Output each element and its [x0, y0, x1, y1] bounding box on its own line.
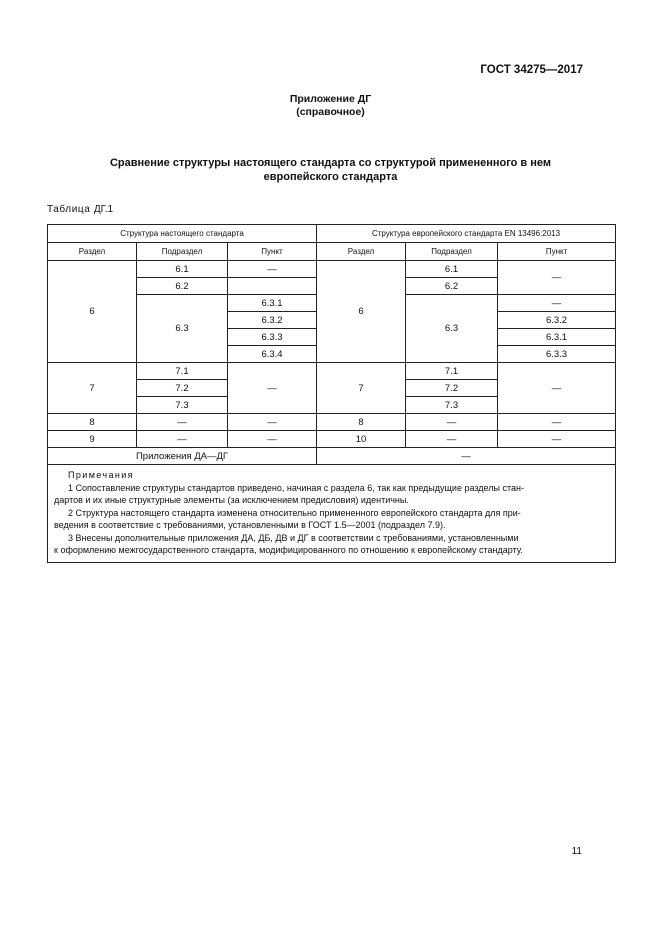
- group-header-cell: Структура европейского стандарта EN 13496:2013: [317, 225, 616, 243]
- table-cell: 6.1: [137, 261, 228, 278]
- section-title-line: Сравнение структуры настоящего стандарта со структурой примененного в нем: [109, 157, 552, 169]
- column-header-cell: Пункт: [498, 243, 616, 261]
- table-cell: 6.3: [137, 295, 228, 363]
- table-cell: 8: [48, 414, 137, 431]
- table-column-header-row: [48, 243, 616, 261]
- note-text: ведения в соответствие с требованиями, установленными в ГОСТ 1.5—2001 (подраздел 7.9).: [54, 520, 446, 530]
- table-row: [48, 261, 616, 278]
- table-cell: —: [228, 431, 317, 448]
- table-row: [48, 363, 616, 380]
- table-cell: [228, 278, 317, 295]
- table-caption-prefix: Таблица: [47, 204, 91, 215]
- table-cell: —: [317, 448, 616, 465]
- table-cell: —: [498, 363, 616, 414]
- table-cell: —: [137, 414, 228, 431]
- table-cell: 6.2: [406, 278, 498, 295]
- table-cell: 7.2: [406, 380, 498, 397]
- appendix-title: Приложение ДГ: [289, 93, 372, 105]
- table-cell: 6.3.1: [498, 329, 616, 346]
- table-cell: —: [498, 261, 616, 295]
- table-row: [48, 414, 616, 431]
- table-cell: 6.2: [137, 278, 228, 295]
- table-cell: 7: [317, 363, 406, 414]
- table-cell: 6.3.2: [498, 312, 616, 329]
- table-cell: —: [137, 431, 228, 448]
- table-row: [48, 431, 616, 448]
- table-cell: —: [406, 431, 498, 448]
- table-cell: 6.3.3: [498, 346, 616, 363]
- section-title-line: европейского стандарта: [263, 171, 398, 183]
- table-cell: 6.3.1: [228, 295, 317, 312]
- table-cell: 7.3: [406, 397, 498, 414]
- table-cell: —: [228, 363, 317, 414]
- column-header-cell: Раздел: [317, 243, 406, 261]
- table-cell: 8: [317, 414, 406, 431]
- table-cell: 6.3.2: [228, 312, 317, 329]
- table-cell: —: [498, 295, 616, 312]
- table-cell: —: [498, 414, 616, 431]
- note-text: 1 Сопоставление структуры стандартов приведено, начиная с раздела 6, так как предыдущие разделы стан-: [68, 482, 524, 493]
- notes-title: Примечания: [68, 470, 134, 480]
- column-header-cell: Пункт: [228, 243, 317, 261]
- table-cell: 6: [48, 261, 137, 363]
- note-text: к оформлению межгосударственного стандарта, модифицированного по отношению к европейскому стандарту.: [54, 545, 523, 555]
- table-cell: 7.1: [406, 363, 498, 380]
- table-cell: —: [498, 431, 616, 448]
- group-header-cell: Структура настоящего стандарта: [48, 225, 317, 243]
- table-cell: 10: [317, 431, 406, 448]
- column-header-cell: Раздел: [48, 243, 137, 261]
- column-header-cell: Подраздел: [137, 243, 228, 261]
- table-cell: 6: [317, 261, 406, 363]
- table-cell: 9: [48, 431, 137, 448]
- comparison-table: [47, 224, 616, 563]
- page-number: 11: [571, 846, 582, 857]
- table-cell: 7: [48, 363, 137, 414]
- table-cell: —: [406, 414, 498, 431]
- column-header-cell: Подраздел: [406, 243, 498, 261]
- table-cell: 7.3: [137, 397, 228, 414]
- table-cell: Приложения ДА—ДГ: [48, 448, 317, 465]
- table-cell: 6.1: [406, 261, 498, 278]
- note-text: 3 Внесены дополнительные приложения ДА, ДБ, ДВ и ДГ в соответствии с требованиями, установленными: [68, 532, 519, 543]
- table-group-header-row: [48, 225, 616, 243]
- table-cell: 7.1: [137, 363, 228, 380]
- document-code: ГОСТ 34275—2017: [480, 64, 583, 76]
- appendix-heading: [0, 93, 661, 119]
- notes-cell: [48, 465, 616, 563]
- table-caption: [47, 204, 113, 215]
- appendix-subtitle: (справочное): [296, 106, 365, 118]
- table-caption-number: ДГ.1: [93, 204, 114, 215]
- table-cell: 6.3.4: [228, 346, 317, 363]
- table-cell: 7.2: [137, 380, 228, 397]
- note-text: 2 Структура настоящего стандарта изменена относительно примененного европейского стандарта для при-: [68, 507, 521, 518]
- section-title: [70, 156, 591, 184]
- table-cell: —: [228, 414, 317, 431]
- notes-row: [48, 465, 616, 563]
- table-cell: 6.3: [406, 295, 498, 363]
- table-cell: 6.3.3: [228, 329, 317, 346]
- note-text: дартов и их иные структурные элементы (за исключением предисловия) идентичны.: [54, 495, 409, 505]
- table-cell: —: [228, 261, 317, 278]
- table-row: [48, 448, 616, 465]
